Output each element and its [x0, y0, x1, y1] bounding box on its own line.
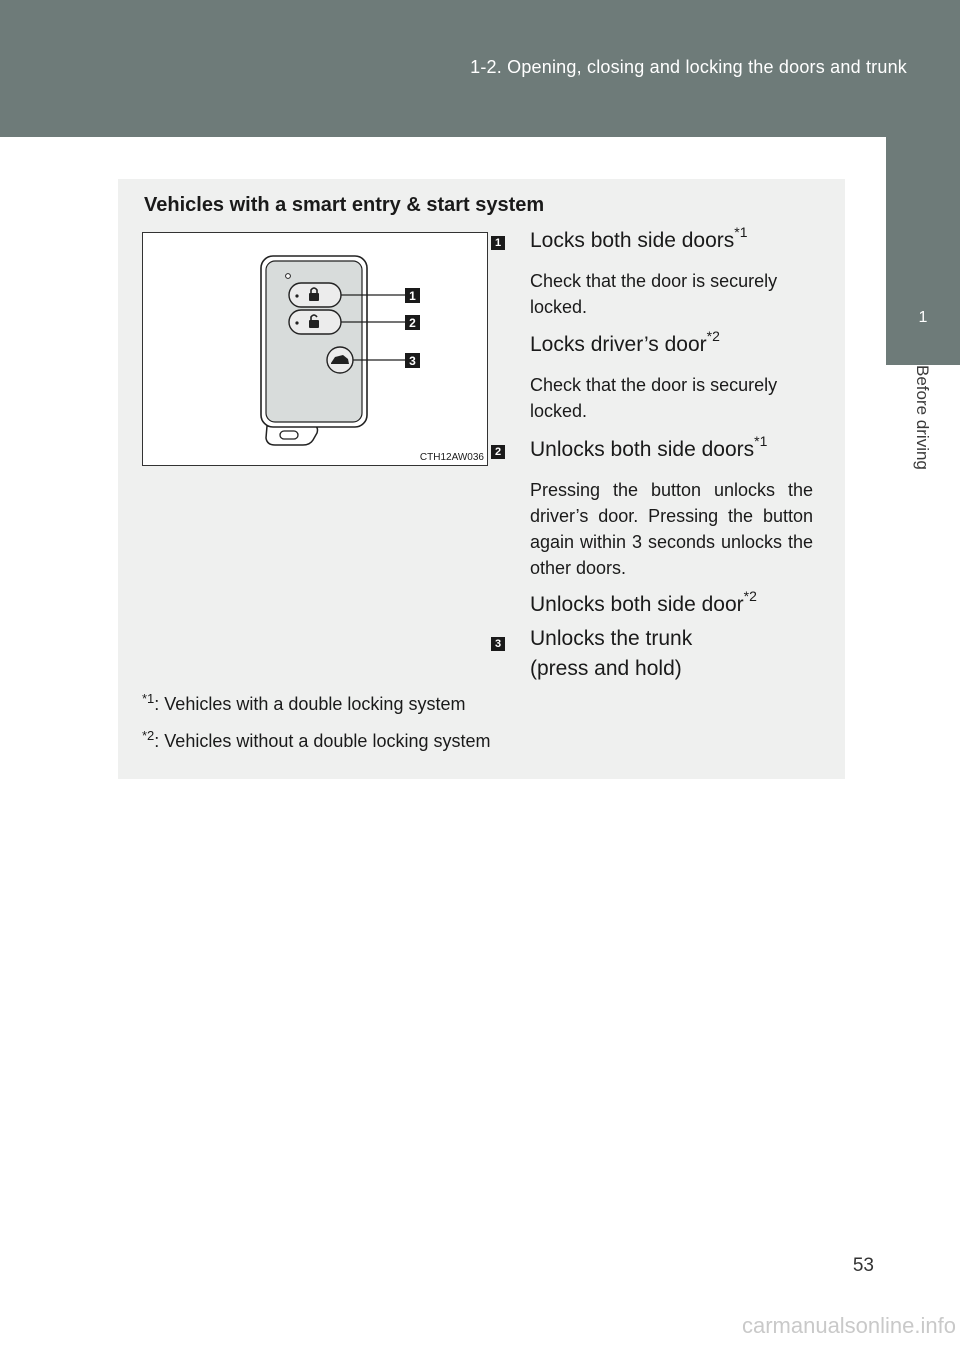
item-heading: (press and hold): [530, 657, 682, 680]
chapter-label-text: Before driving: [913, 365, 932, 470]
callout-2: 2: [409, 316, 416, 330]
item-body: Pressing the button unlocks the driver’s door. Pressing the button again within 3 seconds unlocks the other doors.: [530, 480, 813, 578]
item-marker: 1: [491, 236, 505, 250]
item-heading: Unlocks the trunk: [530, 627, 693, 650]
item-heading: Locks both side doors$^{*1}$: [530, 224, 748, 252]
figure-code: CTH12AW036: [419, 452, 484, 463]
key-illustration: [142, 232, 488, 466]
section-title: Vehicles with a smart entry & start system: [144, 194, 545, 216]
item-body: Check that the door is securely locked.: [530, 271, 778, 317]
item-heading: Unlocks both side doors$^{*1}$: [530, 433, 768, 461]
callout-1: 1: [409, 289, 416, 303]
item-marker: 3: [491, 637, 505, 651]
callout-3: 3: [409, 354, 416, 368]
item-marker: 2: [491, 445, 505, 459]
smart-key-fob-icon: [143, 233, 487, 465]
info-panel: [118, 179, 845, 779]
item-heading: Locks driver’s door$^{*2}$: [530, 328, 720, 356]
footnote: $^{*1}$: Vehicles with a double locking system: [142, 691, 466, 714]
footnote: $^{*2}$: Vehicles without a double locking system: [142, 728, 491, 751]
chapter-tab: [886, 137, 960, 365]
page-header: [0, 0, 960, 137]
page-number: 53: [852, 1255, 874, 1276]
item-body: Check that the door is securely locked.: [530, 375, 778, 421]
item-heading: Unlocks both side door$^{*2}$: [530, 588, 757, 616]
watermark: carmanualsonline.info: [741, 1313, 956, 1338]
chapter-side-label: [886, 365, 960, 545]
chapter-title: 1-2. Opening, closing and locking the doors and trunk: [470, 57, 907, 77]
chapter-number: 1: [918, 309, 928, 326]
